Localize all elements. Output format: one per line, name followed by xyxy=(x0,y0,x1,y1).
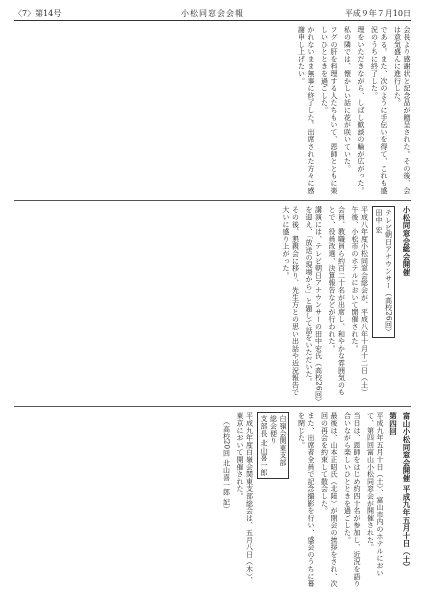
paragraph: フグの肝を料理する人たちもいて、恩師とともに楽しいひとときを過ごした。 xyxy=(320,26,338,194)
paragraph: 当日は、恩師をはじめ約四十名が参加し、近況を語り合いながら楽しいひとときを過ごした。 xyxy=(343,412,361,588)
branch-box-line: 総会便り xyxy=(269,415,278,445)
issue-date: 平成９年７月10日 xyxy=(344,9,411,18)
column-heading-line: 田中 宏 xyxy=(375,209,383,234)
branch-box-line: 白嶺会関東支部 xyxy=(279,415,287,467)
article-body xyxy=(14,26,411,590)
paragraph: かれないまま無事に終了した。出席された方々に感謝申し上げたい。 xyxy=(297,26,315,194)
newsletter-title: 小松同窓会会報 xyxy=(181,9,244,18)
event-date: 平成九年五月十日（土） xyxy=(402,484,411,571)
paragraph: 平成八年度小松同窓会総会が、平成八年十月十二日（土）午後、小松市のホテルにおいて開催された。 xyxy=(351,206,369,396)
paragraph: 私の隣では、懐かしい話に花が咲いていた。 xyxy=(343,26,352,172)
page-number: 〈7〉第14号 xyxy=(14,9,62,18)
report-title: 小松同窓会総会開催 xyxy=(402,206,411,277)
paragraph: 理をいただきながら、しばし歓談の輪が広がった。 xyxy=(357,26,365,194)
paragraph: その後、懇親会に移り、先生方との思い出話や近況報告で大いに盛り上がった。 xyxy=(282,206,300,396)
paragraph: である。また、次のように手伝いを得て、これも盛況のうちに終了した。 xyxy=(370,26,388,194)
paragraph: 講演には、テレビ朝日アナウンサーの田中宏氏（高校26回）を迎え、「放送の現場から」と題して話をいただいた。 xyxy=(305,206,323,402)
general-meeting-article xyxy=(14,206,411,402)
section-divider xyxy=(14,406,411,407)
event-title: 富山小松同窓会開催 xyxy=(402,412,411,483)
paragraph: 平成九年五月十日（土）、富山市内のホテルにおいて、第四回富山小松同窓会が開催された。 xyxy=(366,412,384,577)
section-divider xyxy=(14,200,411,201)
paragraph: 平成九年度白嶺会関東支部総会は、五月八日（木）、東京において開催された。 xyxy=(236,412,254,584)
branch-box xyxy=(257,412,290,479)
paragraph: 会員、教職員ら約百二十名が出席し、和やかな雰囲気のもとで、役員改選、決算報告などが行われた。 xyxy=(328,206,346,396)
toyama-reunion-article xyxy=(14,412,411,588)
branch-box-line: 支部長 北山喜一郎 xyxy=(260,415,268,476)
page-header xyxy=(14,6,411,21)
signature: （高校20回 北山喜一郎 記） xyxy=(222,418,231,513)
top-article xyxy=(14,26,411,196)
column-heading-line: テレビ朝日アナウンサー（高校26回） xyxy=(384,209,393,336)
paragraph: 会長より感謝状と記念品が贈呈された。その後、会は意気盛んに進行した。 xyxy=(393,26,411,194)
paragraph: 最後は、山本正昭氏（北陸）が閉会の挨拶をされ、次回の再会を約束して散会した。 xyxy=(320,412,338,588)
paragraph: また、出席者全員で記念撮影を行い、盛会のうちに幕を閉じた。 xyxy=(297,412,315,588)
column-heading xyxy=(372,206,395,338)
event-subheading: 第四回 xyxy=(388,412,398,436)
